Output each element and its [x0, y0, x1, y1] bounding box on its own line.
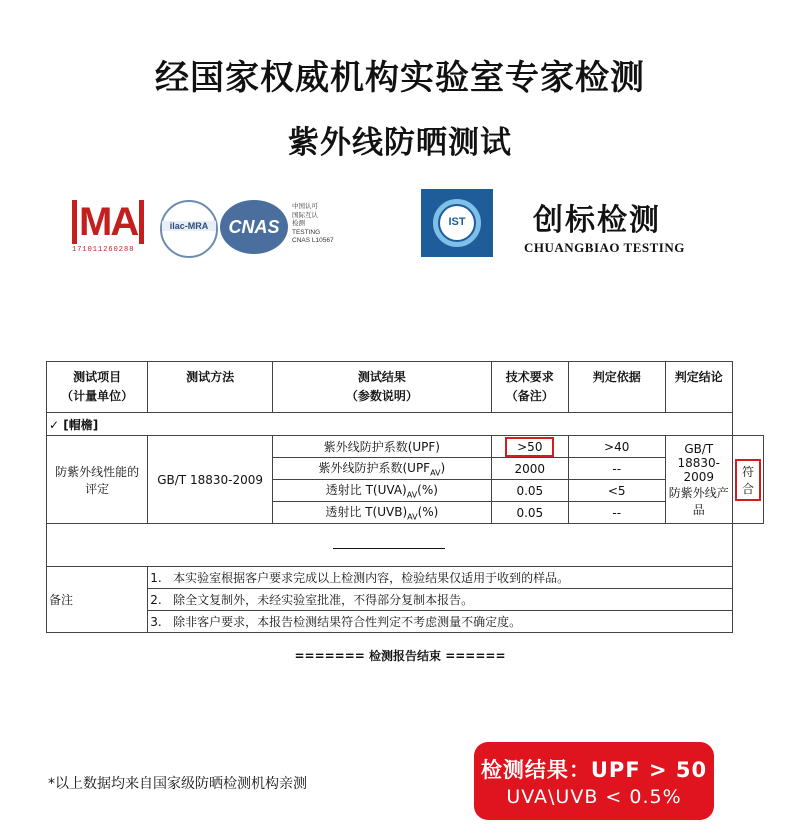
cnas-logo: [220, 200, 288, 254]
page-title: 经国家权威机构实验室专家检测: [155, 58, 645, 98]
table-row: [47, 436, 764, 458]
blank-row: [47, 524, 764, 567]
header-cell: 测试项目 （计量单位）: [47, 362, 148, 413]
ilac-mra-label: ilac-MRA: [162, 221, 216, 231]
table-header-row: [47, 362, 764, 413]
category-row: [47, 413, 764, 436]
result-badge: [474, 742, 714, 820]
note-row: [47, 611, 764, 633]
test-method: GB/T 18830-2009: [148, 436, 273, 524]
lab-name-en: CHUANGBIAO TESTING: [524, 240, 685, 255]
basis-cell: GB/T 18830-2009 防紫外线产品: [665, 436, 732, 524]
footnote: *以上数据均来自国家级防晒检测机构亲测: [48, 776, 307, 792]
requirement-cell: --: [568, 502, 665, 524]
header-cell: 判定依据: [568, 362, 665, 413]
lab-name: 创标检测: [533, 203, 661, 238]
cnas-info-line: TESTING: [292, 228, 321, 236]
param-cell: 紫外线防护系数(UPF): [273, 436, 492, 458]
cma-mark: MA: [72, 200, 144, 244]
conclusion-badge: 符合: [735, 459, 761, 501]
requirement-cell: --: [568, 458, 665, 480]
note-text: 3. 除非客户要求，本报告检测结果符合性判定不考虑测量不确定度。: [148, 611, 733, 633]
highlight-box: >50: [505, 437, 554, 457]
test-item: 防紫外线性能的 评定: [47, 436, 148, 524]
ist-logo: [421, 189, 493, 257]
param-cell: 透射比 $T(UVA)_{AV}(\%)$: [273, 480, 492, 502]
value-cell: 0.05: [491, 480, 568, 502]
ist-label: IST: [448, 216, 466, 228]
value-cell: 0.05: [491, 502, 568, 524]
cnas-label: CNAS: [228, 217, 280, 237]
value-cell: [491, 436, 568, 458]
ilac-mra-logo: [160, 200, 218, 258]
cma-logo: [72, 200, 152, 258]
result-line-1: 检测结果：UPF > 50: [480, 758, 708, 782]
header-cell: 判定结论: [665, 362, 732, 413]
note-text: 2. 除全文复制外，未经实验室批准，不得部分复制本报告。: [148, 589, 733, 611]
result-line-2: UVA\UVB < 0.5%: [506, 786, 682, 808]
cnas-info-line: 检测: [292, 220, 305, 227]
param-cell: 紫外线防护系数$(UPF_{AV})$: [273, 458, 492, 480]
note-text: 1. 本实验室根据客户要求完成以上检测内容，检验结果仅适用于收到的样品。: [148, 567, 733, 589]
cma-number: 171011260288: [72, 246, 135, 254]
requirement-cell: <5: [568, 480, 665, 502]
note-row: [47, 589, 764, 611]
test-report-table: [46, 361, 764, 633]
note-row: [47, 567, 764, 589]
value-cell: 2000: [491, 458, 568, 480]
header-cell: 测试结果 （参数说明）: [273, 362, 492, 413]
cnas-info-line: CNAS L10567: [292, 237, 334, 244]
header-cell: 测试方法: [148, 362, 273, 413]
cnas-info-line: 国际互认: [292, 211, 318, 219]
conclusion-cell: [732, 436, 763, 524]
report-end-marker: ======= 检测报告结束 ======: [294, 649, 506, 663]
notes-label: 备注: [47, 567, 148, 633]
header-cell: 技术要求 （备注）: [491, 362, 568, 413]
category-label: ✓ [帽檐]: [47, 413, 733, 436]
param-cell: 透射比 $T(UVB)_{AV}(\%)$: [273, 502, 492, 524]
requirement-cell: >40: [568, 436, 665, 458]
page-subtitle: 紫外线防晒测试: [288, 125, 512, 161]
cnas-info-line: 中国认可: [292, 203, 318, 210]
cnas-info: [292, 203, 334, 246]
divider-line: [333, 548, 445, 549]
